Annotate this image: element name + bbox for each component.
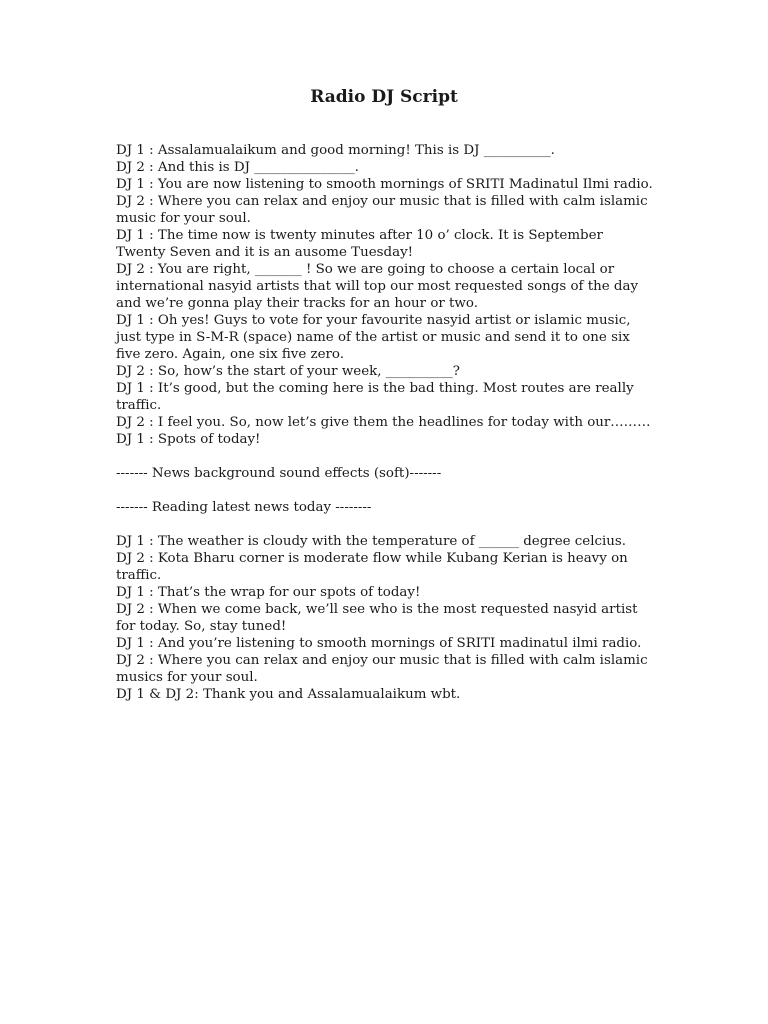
script-line: DJ 1 : Oh yes! Guys to vote for your favourite nasyid artist or islamic music, just type in S-M-R (space) name of the artist or music and send it to one six five zero. Again, one six five zero.	[116, 313, 631, 362]
script-body	[116, 142, 656, 703]
script-line: DJ 2 : Kota Bharu corner is moderate flow while Kubang Kerian is heavy on traffic.	[116, 551, 628, 583]
script-line: DJ 1 : The time now is twenty minutes after 10 o’ clock. It is September Twenty Seven and it is an ausome Tuesday!	[116, 228, 603, 260]
script-line: DJ 1 : Spots of today!	[116, 432, 261, 447]
script-line: DJ 1 : The weather is cloudy with the temperature of ______ degree celcius.	[116, 534, 627, 549]
script-line: DJ 2 : You are right, _______ ! So we are going to choose a certain local or international nasyid artists that will top our most requested songs of the day and we’re gonna play their tracks for an hour or two.	[116, 262, 639, 311]
script-line: DJ 1 : Assalamualaikum and good morning! This is DJ __________.	[116, 143, 555, 158]
sound-effect-cue: ------- News background sound effects (soft)-------	[116, 466, 442, 481]
blank-line	[116, 448, 656, 465]
script-line: DJ 1 : It’s good, but the coming here is the bad thing. Most routes are really traffic.	[116, 381, 634, 413]
blank-line	[116, 516, 656, 533]
document-title: Radio DJ Script	[310, 87, 458, 107]
blank-line	[116, 482, 656, 499]
script-line: DJ 2 : When we come back, we’ll see who is the most requested nasyid artist for today. So, stay tuned!	[116, 602, 638, 634]
script-line: DJ 2 : So, how’s the start of your week, __________?	[116, 364, 460, 379]
script-line: DJ 1 : And you’re listening to smooth mornings of SRITI madinatul ilmi radio.	[116, 636, 642, 651]
script-line: DJ 1 & DJ 2: Thank you and Assalamualaikum wbt.	[116, 687, 461, 702]
news-cue: ------- Reading latest news today --------	[116, 500, 372, 515]
script-line: DJ 2 : Where you can relax and enjoy our music that is filled with calm islamic music for your soul.	[116, 194, 648, 226]
script-line: DJ 1 : You are now listening to smooth mornings of SRITI Madinatul Ilmi radio.	[116, 177, 653, 192]
script-line: DJ 2 : I feel you. So, now let’s give them the headlines for today with our………	[116, 415, 651, 430]
script-line: DJ 2 : And this is DJ _______________.	[116, 160, 359, 175]
script-line: DJ 2 : Where you can relax and enjoy our music that is filled with calm islamic musics for your soul.	[116, 653, 648, 685]
script-line: DJ 1 : That’s the wrap for our spots of today!	[116, 585, 421, 600]
